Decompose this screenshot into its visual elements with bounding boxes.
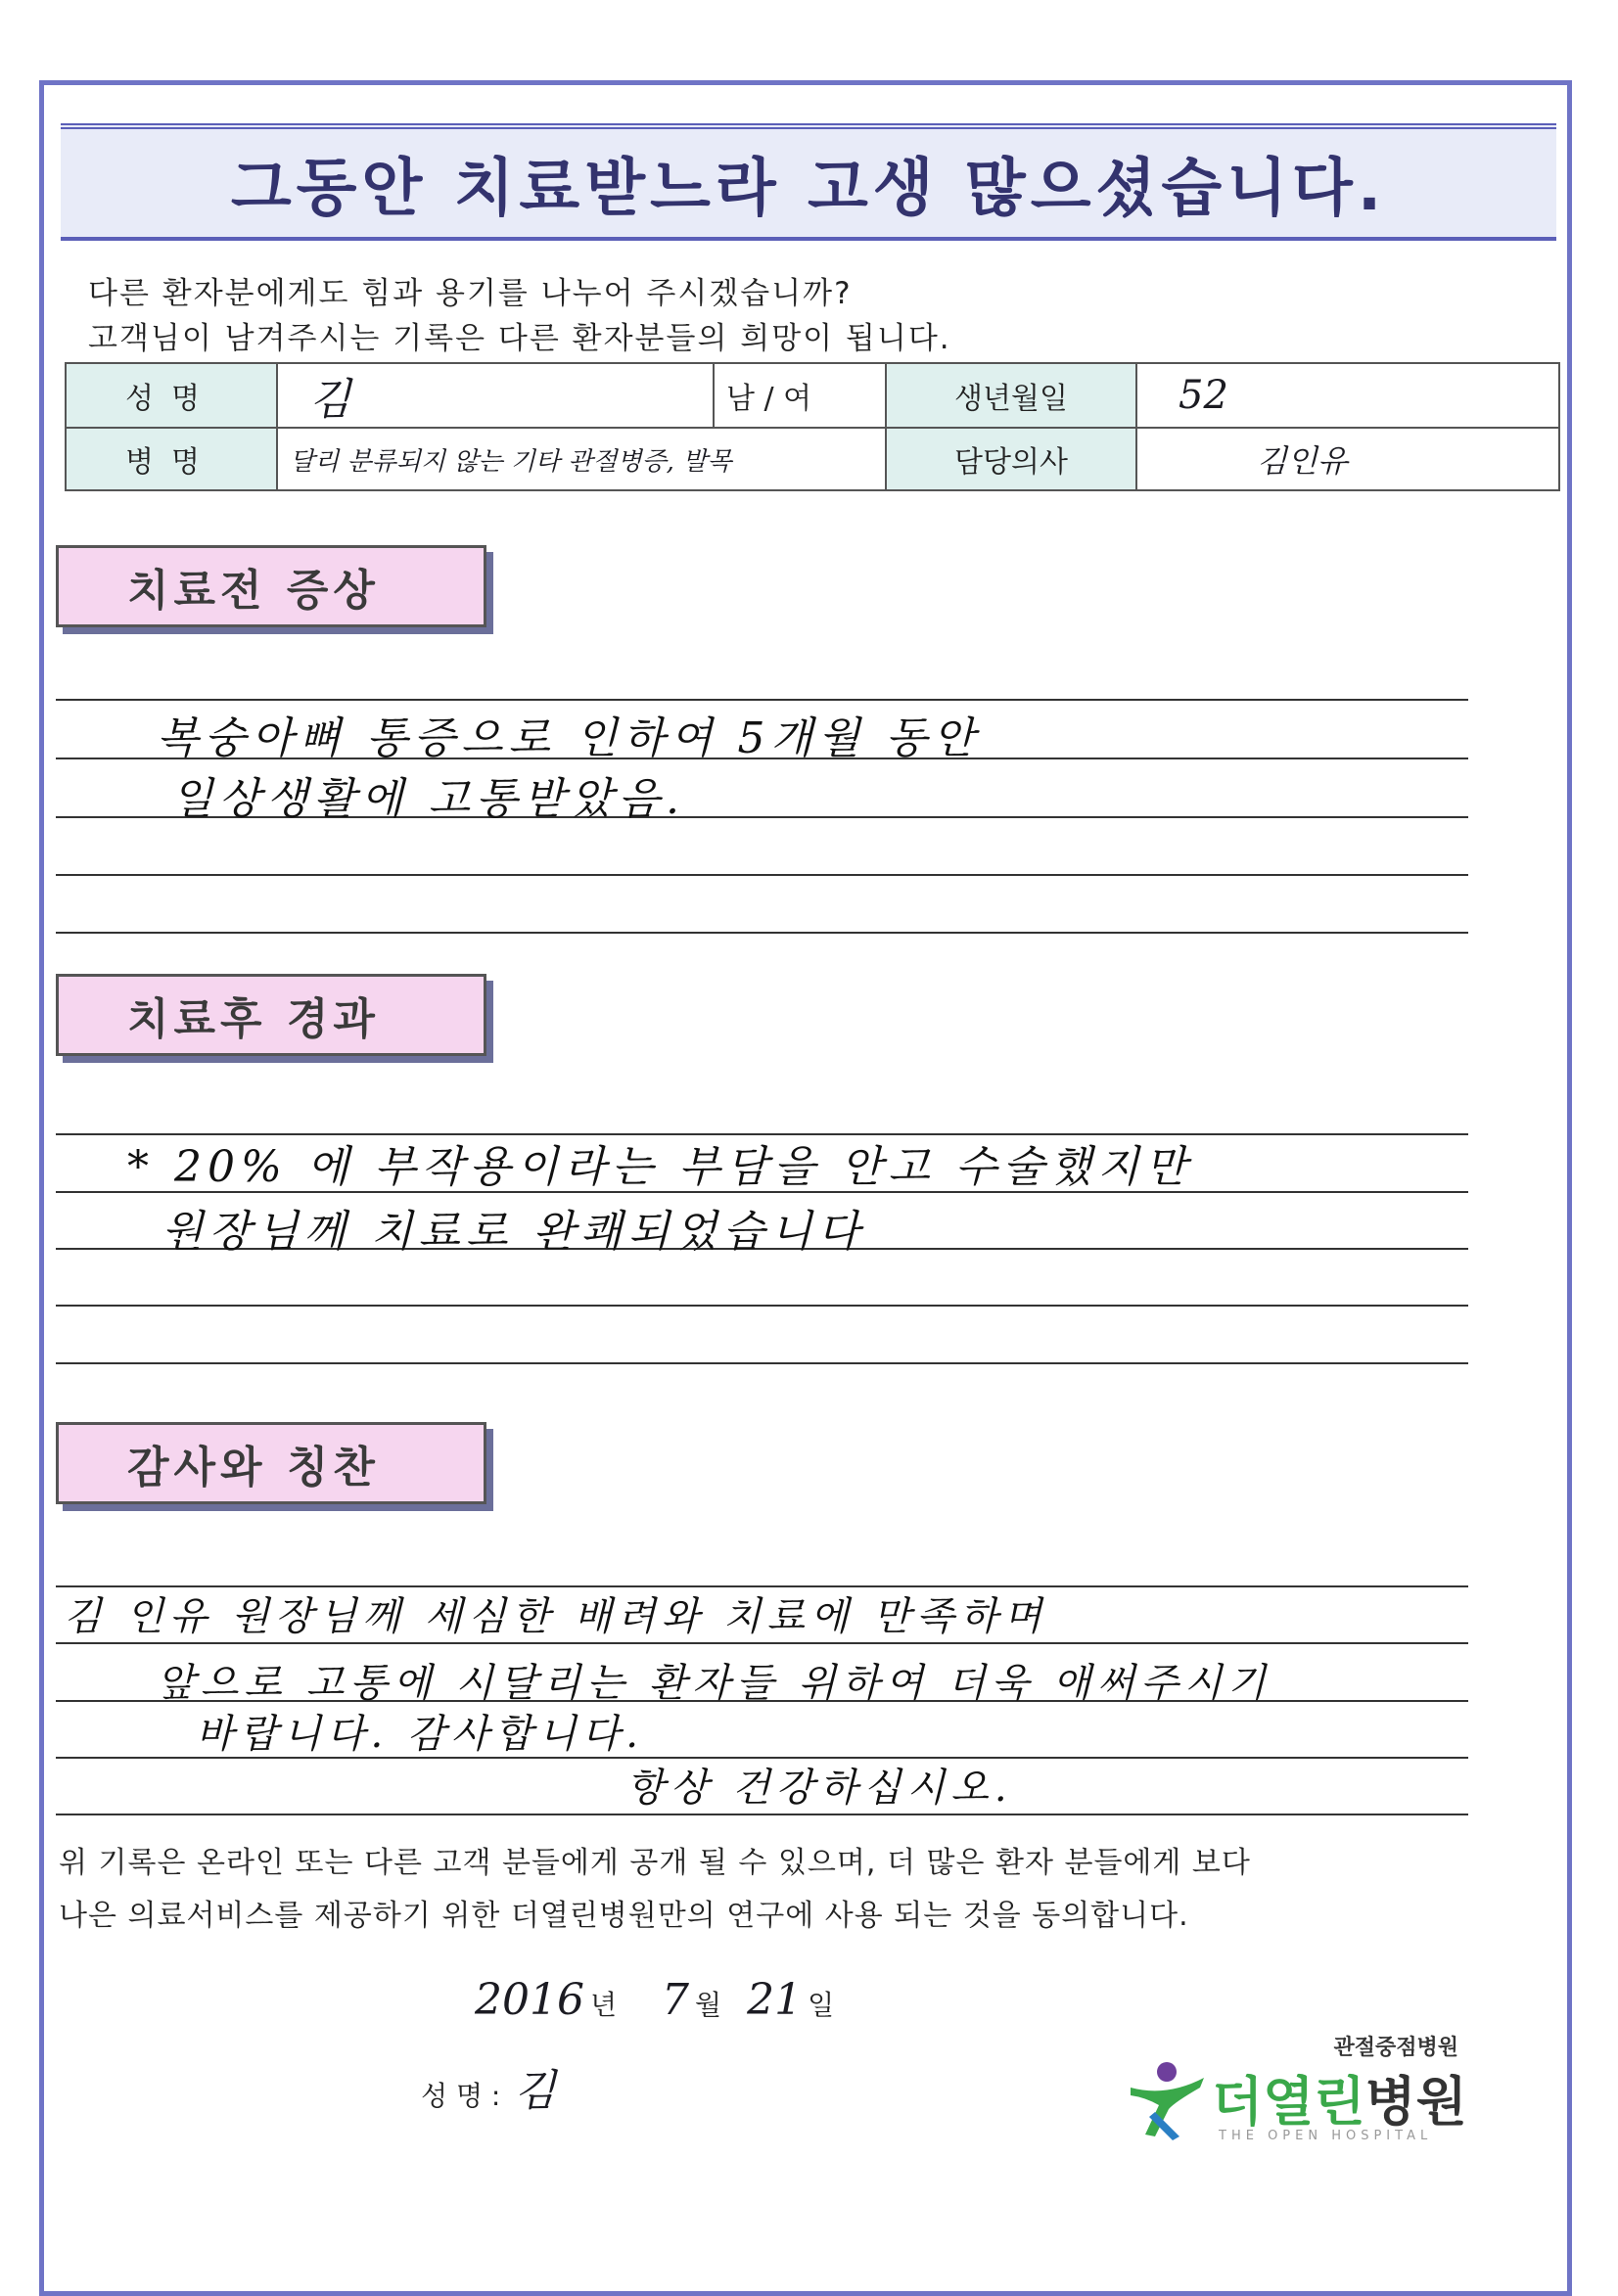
rule-line [56, 1305, 1468, 1307]
thanks-line-3: 바랍니다. 감사합니다. [196, 1712, 644, 1757]
disease-value: 달리 분류되지 않는 기타 관절병증, 발목 [290, 446, 732, 477]
before-line-1: 복숭아뼈 통증으로 인하여 5개월 동안 [157, 713, 981, 763]
birth-value-cell [1136, 363, 1559, 428]
doctor-value: 김인유 [1257, 442, 1348, 480]
logo-name-green: 더열린 [1212, 2071, 1365, 2133]
doctor-label: 담당의사 [886, 428, 1136, 490]
signature-value: 김 [514, 2066, 556, 2116]
date-year: 2016 [475, 1975, 584, 2025]
gender-label: 남 / 여 [726, 382, 812, 416]
disease-value-cell [277, 428, 886, 490]
thanks-line-4: 항상 건강하십시오. [626, 1766, 1013, 1811]
doctor-value-cell [1136, 428, 1559, 490]
hospital-logo [1126, 2031, 1478, 2158]
consent-line-2: 나은 의료서비스를 제공하기 위한 더열린병원만의 연구에 사용 되는 것을 동의합니다. [59, 1899, 1189, 1933]
intro-line-1: 다른 환자분에게도 힘과 용기를 나누어 주시겠습니까? [88, 276, 853, 311]
after-line-2: 원장님께 치료로 완쾌되었습니다 [162, 1207, 866, 1257]
consent-line-1: 위 기록은 온라인 또는 다른 고객 분들에게 공개 될 수 있으며, 더 많은 환자 분들에게 보다 [59, 1846, 1251, 1880]
title-banner [61, 123, 1556, 241]
name-value: 김 [309, 375, 351, 425]
signature-row [421, 2055, 556, 2118]
date-row [475, 1975, 834, 2025]
date-month: 7 [662, 1975, 690, 2025]
logo-name [1212, 2060, 1467, 2135]
logo-subtitle: 관절중점병원 [1333, 2036, 1458, 2060]
rule-line [56, 699, 1468, 701]
date-day: 21 [747, 1975, 803, 2025]
logo-name-dark: 병원 [1364, 2071, 1467, 2133]
date-day-label: 일 [808, 1989, 835, 2021]
before-line-2: 일상생활에 고통받았음. [171, 774, 686, 824]
birth-label: 생년월일 [886, 363, 1136, 428]
name-value-cell [277, 363, 714, 428]
logo-english: THE OPEN HOSPITAL [1219, 2129, 1433, 2143]
birth-value: 52 [1179, 373, 1228, 418]
logo-figure-icon [1126, 2058, 1209, 2141]
disease-label: 병명 [66, 428, 277, 490]
intro-line-2: 고객님이 남겨주시는 기록은 다른 환자분들의 희망이 됩니다. [88, 321, 951, 356]
section-before-heading: 치료전 증상 [56, 545, 486, 627]
date-month-label: 월 [695, 1989, 722, 2021]
rule-line [56, 1814, 1468, 1815]
rule-line [56, 1642, 1468, 1644]
gender-cell [714, 363, 886, 428]
signature-label: 성 명 : [421, 2080, 501, 2112]
rule-line [56, 932, 1468, 934]
after-line-1: * 20% 에 부작용이라는 부담을 안고 수술했지만 [127, 1142, 1193, 1192]
patient-info-table [65, 362, 1560, 491]
thanks-line-2: 앞으로 고통에 시달리는 환자들 위하여 더욱 애써주시기 [157, 1661, 1272, 1706]
page-title: 그동안 치료받느라 고생 많으셨습니다. [230, 153, 1387, 225]
section-thanks-heading: 감사와 칭찬 [56, 1422, 486, 1504]
date-year-label: 년 [589, 1989, 618, 2021]
name-label: 성명 [66, 363, 277, 428]
section-after-heading: 치료후 경과 [56, 974, 486, 1056]
thanks-line-1: 김 인유 원장님께 세심한 배려와 치료에 만족하며 [64, 1594, 1048, 1639]
rule-line [56, 1362, 1468, 1364]
rule-line [56, 874, 1468, 876]
